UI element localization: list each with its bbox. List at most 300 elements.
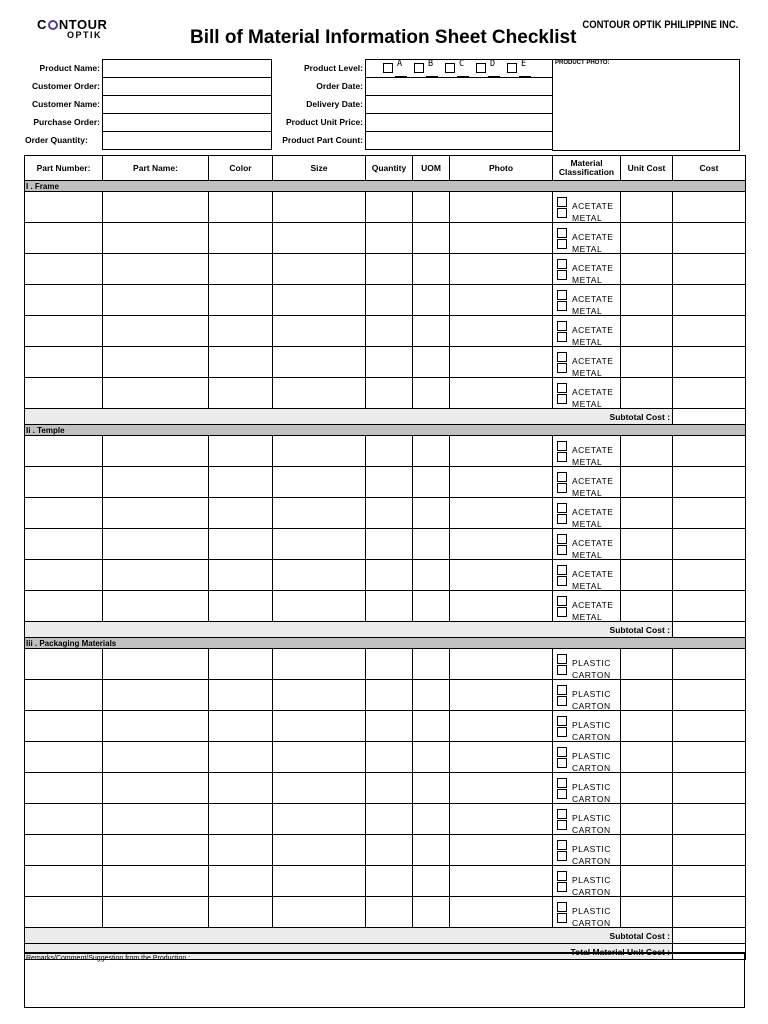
field-input[interactable] xyxy=(102,59,272,78)
table-cell[interactable] xyxy=(25,498,103,529)
table-cell[interactable] xyxy=(673,680,746,711)
table-cell[interactable] xyxy=(25,835,103,866)
table-cell[interactable] xyxy=(450,773,553,804)
field-input[interactable] xyxy=(102,113,272,132)
checkbox-icon[interactable] xyxy=(557,902,567,912)
table-cell[interactable] xyxy=(621,591,673,622)
field-input[interactable] xyxy=(102,77,272,96)
table-cell[interactable] xyxy=(209,835,273,866)
table-cell[interactable] xyxy=(621,378,673,409)
table-cell[interactable] xyxy=(103,897,209,928)
table-cell[interactable] xyxy=(103,378,209,409)
checkbox-icon[interactable] xyxy=(557,441,567,451)
table-cell[interactable] xyxy=(413,529,450,560)
checkbox-icon[interactable] xyxy=(557,352,567,362)
table-row xyxy=(25,316,746,347)
table-cell[interactable] xyxy=(209,498,273,529)
checkbox-icon[interactable] xyxy=(557,259,567,269)
checkbox-icon[interactable] xyxy=(557,332,567,342)
table-cell[interactable] xyxy=(273,560,366,591)
table-cell[interactable] xyxy=(450,467,553,498)
checkbox-icon[interactable] xyxy=(557,208,567,218)
page-title: Bill of Material Information Sheet Checklist xyxy=(190,27,577,48)
table-cell[interactable] xyxy=(103,223,209,254)
table-cell[interactable] xyxy=(103,498,209,529)
table-cell[interactable] xyxy=(366,254,413,285)
field-input[interactable] xyxy=(102,95,272,114)
table-cell[interactable] xyxy=(413,866,450,897)
field-input[interactable] xyxy=(365,77,553,96)
table-cell[interactable] xyxy=(103,804,209,835)
table-cell[interactable] xyxy=(273,804,366,835)
table-cell[interactable] xyxy=(25,254,103,285)
table-cell[interactable] xyxy=(209,711,273,742)
table-cell[interactable] xyxy=(621,804,673,835)
table-cell[interactable] xyxy=(25,316,103,347)
checkbox-icon[interactable] xyxy=(557,809,567,819)
table-cell[interactable] xyxy=(450,711,553,742)
table-cell[interactable] xyxy=(273,591,366,622)
table-cell[interactable] xyxy=(209,223,273,254)
checkbox-icon[interactable] xyxy=(557,270,567,280)
table-cell[interactable] xyxy=(621,897,673,928)
checkbox-icon[interactable] xyxy=(557,696,567,706)
material-classification-cell[interactable] xyxy=(553,680,621,711)
material-classification-cell[interactable] xyxy=(553,316,621,347)
checkbox-icon[interactable] xyxy=(557,290,567,300)
table-cell[interactable] xyxy=(413,467,450,498)
checkbox-icon[interactable] xyxy=(507,63,517,73)
checkbox-icon[interactable] xyxy=(557,239,567,249)
table-cell[interactable] xyxy=(450,285,553,316)
table-cell[interactable] xyxy=(450,835,553,866)
checkbox-icon[interactable] xyxy=(557,228,567,238)
table-cell[interactable] xyxy=(209,742,273,773)
table-cell[interactable] xyxy=(273,680,366,711)
table-cell[interactable] xyxy=(366,378,413,409)
table-cell[interactable] xyxy=(103,742,209,773)
table-cell[interactable] xyxy=(25,192,103,223)
checkbox-icon[interactable] xyxy=(557,665,567,675)
table-cell[interactable] xyxy=(103,285,209,316)
table-cell[interactable] xyxy=(621,285,673,316)
table-cell[interactable] xyxy=(209,773,273,804)
table-cell[interactable] xyxy=(450,649,553,680)
material-classification-cell[interactable] xyxy=(553,773,621,804)
table-cell[interactable] xyxy=(413,835,450,866)
table-cell[interactable] xyxy=(366,223,413,254)
table-cell[interactable] xyxy=(621,529,673,560)
checkbox-icon[interactable] xyxy=(557,913,567,923)
material-classification-cell[interactable] xyxy=(553,529,621,560)
material-classification-cell[interactable] xyxy=(553,591,621,622)
table-cell[interactable] xyxy=(621,498,673,529)
table-cell[interactable] xyxy=(273,529,366,560)
material-option: METAL xyxy=(572,582,603,589)
table-cell[interactable] xyxy=(103,680,209,711)
remarks-box[interactable] xyxy=(24,952,745,1008)
table-cell[interactable] xyxy=(621,680,673,711)
table-cell[interactable] xyxy=(673,498,746,529)
table-cell[interactable] xyxy=(450,866,553,897)
table-cell[interactable] xyxy=(273,897,366,928)
material-classification-cell[interactable] xyxy=(553,285,621,316)
table-cell[interactable] xyxy=(673,711,746,742)
material-classification-cell[interactable] xyxy=(553,254,621,285)
table-cell[interactable] xyxy=(366,649,413,680)
table-cell[interactable] xyxy=(103,649,209,680)
table-cell[interactable] xyxy=(413,742,450,773)
remarks-label: Remarks/Comment/Suggestion from the Production : xyxy=(26,955,191,962)
table-cell[interactable] xyxy=(103,591,209,622)
table-cell[interactable] xyxy=(209,316,273,347)
table-cell[interactable] xyxy=(621,347,673,378)
table-cell[interactable] xyxy=(273,436,366,467)
table-cell[interactable] xyxy=(413,680,450,711)
material-classification-cell[interactable] xyxy=(553,835,621,866)
table-cell[interactable] xyxy=(413,378,450,409)
material-classification-cell[interactable] xyxy=(553,498,621,529)
table-cell[interactable] xyxy=(673,529,746,560)
table-cell[interactable] xyxy=(209,529,273,560)
checkbox-icon[interactable] xyxy=(557,851,567,861)
field-input[interactable] xyxy=(365,113,553,132)
table-cell[interactable] xyxy=(273,192,366,223)
table-cell[interactable] xyxy=(25,649,103,680)
table-cell[interactable] xyxy=(103,316,209,347)
table-cell[interactable] xyxy=(209,897,273,928)
table-cell[interactable] xyxy=(273,498,366,529)
table-cell[interactable] xyxy=(366,742,413,773)
table-cell[interactable] xyxy=(366,680,413,711)
table-cell[interactable] xyxy=(450,436,553,467)
material-option: ACETATE xyxy=(572,295,614,302)
table-cell[interactable] xyxy=(413,254,450,285)
table-cell[interactable] xyxy=(621,866,673,897)
subtotal-value[interactable] xyxy=(673,622,746,638)
table-cell[interactable] xyxy=(273,378,366,409)
table-cell[interactable] xyxy=(673,804,746,835)
table-cell[interactable] xyxy=(413,591,450,622)
material-classification-cell[interactable] xyxy=(553,866,621,897)
material-classification-cell[interactable] xyxy=(553,192,621,223)
table-cell[interactable] xyxy=(450,680,553,711)
checkbox-icon[interactable] xyxy=(557,840,567,850)
material-classification-cell[interactable] xyxy=(553,378,621,409)
table-cell[interactable] xyxy=(103,467,209,498)
table-cell[interactable] xyxy=(273,742,366,773)
material-classification-cell[interactable] xyxy=(553,223,621,254)
table-cell[interactable] xyxy=(25,436,103,467)
table-cell[interactable] xyxy=(673,378,746,409)
checkbox-icon[interactable] xyxy=(557,820,567,830)
table-cell[interactable] xyxy=(673,591,746,622)
checkbox-icon[interactable] xyxy=(557,545,567,555)
subtotal-row xyxy=(25,409,746,425)
checkbox-icon[interactable] xyxy=(557,607,567,617)
table-cell[interactable] xyxy=(25,773,103,804)
table-cell[interactable] xyxy=(673,835,746,866)
table-cell[interactable] xyxy=(25,529,103,560)
table-cell[interactable] xyxy=(413,498,450,529)
checkbox-icon[interactable] xyxy=(476,63,486,73)
table-cell[interactable] xyxy=(450,498,553,529)
table-cell[interactable] xyxy=(273,835,366,866)
table-cell[interactable] xyxy=(366,436,413,467)
table-cell[interactable] xyxy=(673,742,746,773)
table-cell[interactable] xyxy=(273,773,366,804)
checkbox-icon[interactable] xyxy=(557,758,567,768)
checkbox-icon[interactable] xyxy=(557,197,567,207)
table-cell[interactable] xyxy=(621,560,673,591)
table-cell[interactable] xyxy=(103,529,209,560)
checkbox-icon[interactable] xyxy=(557,747,567,757)
table-cell[interactable] xyxy=(673,866,746,897)
table-cell[interactable] xyxy=(450,378,553,409)
table-cell[interactable] xyxy=(25,866,103,897)
table-cell[interactable] xyxy=(450,316,553,347)
table-cell[interactable] xyxy=(103,560,209,591)
table-cell[interactable] xyxy=(25,467,103,498)
field-input[interactable] xyxy=(102,131,272,150)
table-cell[interactable] xyxy=(103,436,209,467)
table-cell[interactable] xyxy=(366,711,413,742)
table-cell[interactable] xyxy=(25,591,103,622)
checkbox-icon[interactable] xyxy=(557,301,567,311)
table-cell[interactable] xyxy=(413,649,450,680)
table-cell[interactable] xyxy=(209,591,273,622)
table-cell[interactable] xyxy=(366,347,413,378)
table-cell[interactable] xyxy=(25,560,103,591)
table-cell[interactable] xyxy=(621,192,673,223)
table-cell[interactable] xyxy=(621,773,673,804)
material-option: ACETATE xyxy=(572,357,614,364)
material-classification-cell[interactable] xyxy=(553,649,621,680)
table-cell[interactable] xyxy=(413,436,450,467)
checkbox-icon[interactable] xyxy=(557,483,567,493)
subtotal-value[interactable] xyxy=(673,928,746,944)
table-cell[interactable] xyxy=(273,347,366,378)
table-cell[interactable] xyxy=(450,347,553,378)
table-cell[interactable] xyxy=(273,285,366,316)
checkbox-icon[interactable] xyxy=(557,503,567,513)
table-cell[interactable] xyxy=(673,560,746,591)
table-cell[interactable] xyxy=(450,254,553,285)
material-classification-cell[interactable] xyxy=(553,742,621,773)
table-cell[interactable] xyxy=(209,649,273,680)
material-classification-cell[interactable] xyxy=(553,347,621,378)
table-cell[interactable] xyxy=(366,835,413,866)
table-cell[interactable] xyxy=(413,285,450,316)
checkbox-icon[interactable] xyxy=(557,472,567,482)
table-cell[interactable] xyxy=(413,347,450,378)
table-cell[interactable] xyxy=(450,804,553,835)
checkbox-icon[interactable] xyxy=(557,778,567,788)
table-cell[interactable] xyxy=(366,498,413,529)
company-logo: C NTOUR OPTIK xyxy=(37,17,108,40)
table-cell[interactable] xyxy=(673,773,746,804)
table-cell[interactable] xyxy=(209,467,273,498)
table-cell[interactable] xyxy=(366,529,413,560)
table-cell[interactable] xyxy=(273,316,366,347)
checkbox-icon[interactable] xyxy=(557,363,567,373)
checkbox-icon[interactable] xyxy=(557,596,567,606)
checkbox-icon[interactable] xyxy=(557,654,567,664)
material-option: ACETATE xyxy=(572,388,614,395)
table-cell[interactable] xyxy=(450,742,553,773)
checkbox-icon[interactable] xyxy=(557,534,567,544)
checkbox-icon[interactable] xyxy=(557,394,567,404)
table-cell[interactable] xyxy=(366,897,413,928)
material-classification-cell[interactable] xyxy=(553,897,621,928)
checkbox-icon[interactable] xyxy=(557,321,567,331)
table-cell[interactable] xyxy=(209,680,273,711)
table-cell[interactable] xyxy=(450,529,553,560)
table-cell[interactable] xyxy=(209,560,273,591)
checkbox-icon[interactable] xyxy=(557,514,567,524)
table-cell[interactable] xyxy=(103,254,209,285)
checkbox-icon[interactable] xyxy=(414,63,424,73)
table-cell[interactable] xyxy=(209,804,273,835)
table-cell[interactable] xyxy=(673,436,746,467)
material-option: METAL xyxy=(572,369,603,376)
table-cell[interactable] xyxy=(621,254,673,285)
table-cell[interactable] xyxy=(273,254,366,285)
checkbox-icon[interactable] xyxy=(557,565,567,575)
table-row xyxy=(25,223,746,254)
checkbox-icon[interactable] xyxy=(445,63,455,73)
table-cell[interactable] xyxy=(366,560,413,591)
material-classification-cell[interactable] xyxy=(553,436,621,467)
section-row xyxy=(25,638,746,649)
table-cell[interactable] xyxy=(25,223,103,254)
table-cell[interactable] xyxy=(25,347,103,378)
material-classification-cell[interactable] xyxy=(553,467,621,498)
table-cell[interactable] xyxy=(366,773,413,804)
checkbox-icon[interactable] xyxy=(383,63,393,73)
table-cell[interactable] xyxy=(25,897,103,928)
table-cell[interactable] xyxy=(621,436,673,467)
table-cell[interactable] xyxy=(673,192,746,223)
table-cell[interactable] xyxy=(209,254,273,285)
checkbox-icon[interactable] xyxy=(557,685,567,695)
table-cell[interactable] xyxy=(209,285,273,316)
subtotal-value[interactable] xyxy=(673,409,746,425)
table-cell[interactable] xyxy=(25,711,103,742)
table-cell[interactable] xyxy=(413,804,450,835)
table-cell[interactable] xyxy=(450,560,553,591)
checkbox-icon[interactable] xyxy=(557,727,567,737)
table-cell[interactable] xyxy=(209,436,273,467)
material-classification-cell[interactable] xyxy=(553,560,621,591)
table-cell[interactable] xyxy=(209,866,273,897)
table-cell[interactable] xyxy=(273,866,366,897)
table-cell[interactable] xyxy=(621,223,673,254)
table-cell[interactable] xyxy=(621,835,673,866)
table-cell[interactable] xyxy=(413,773,450,804)
table-cell[interactable] xyxy=(366,467,413,498)
section-title: I . Frame xyxy=(25,181,746,192)
table-row xyxy=(25,529,746,560)
table-cell[interactable] xyxy=(25,285,103,316)
table-row xyxy=(25,254,746,285)
table-cell[interactable] xyxy=(621,649,673,680)
table-cell[interactable] xyxy=(366,804,413,835)
checkbox-icon[interactable] xyxy=(557,576,567,586)
table-cell[interactable] xyxy=(413,316,450,347)
table-cell[interactable] xyxy=(621,742,673,773)
table-cell[interactable] xyxy=(413,897,450,928)
table-cell[interactable] xyxy=(25,742,103,773)
table-cell[interactable] xyxy=(366,285,413,316)
table-cell[interactable] xyxy=(209,192,273,223)
material-classification-cell[interactable] xyxy=(553,711,621,742)
table-cell[interactable] xyxy=(273,467,366,498)
field-input[interactable] xyxy=(365,95,553,114)
checkbox-icon[interactable] xyxy=(557,871,567,881)
table-cell[interactable] xyxy=(673,285,746,316)
table-cell[interactable] xyxy=(450,591,553,622)
checkbox-icon[interactable] xyxy=(557,383,567,393)
table-cell[interactable] xyxy=(366,192,413,223)
field-label: Product Level: xyxy=(303,63,363,73)
table-cell[interactable] xyxy=(413,192,450,223)
table-cell[interactable] xyxy=(209,378,273,409)
column-header: Part Name: xyxy=(103,156,209,181)
table-cell[interactable] xyxy=(450,192,553,223)
table-cell[interactable] xyxy=(621,316,673,347)
table-cell[interactable] xyxy=(25,680,103,711)
table-cell[interactable] xyxy=(621,711,673,742)
table-cell[interactable] xyxy=(673,254,746,285)
table-cell[interactable] xyxy=(25,378,103,409)
table-cell[interactable] xyxy=(366,866,413,897)
table-cell[interactable] xyxy=(103,192,209,223)
table-cell[interactable] xyxy=(103,835,209,866)
table-cell[interactable] xyxy=(103,347,209,378)
checkbox-icon[interactable] xyxy=(557,789,567,799)
table-cell[interactable] xyxy=(413,711,450,742)
table-cell[interactable] xyxy=(673,467,746,498)
table-cell[interactable] xyxy=(450,897,553,928)
table-cell[interactable] xyxy=(103,773,209,804)
table-cell[interactable] xyxy=(209,347,273,378)
table-cell[interactable] xyxy=(366,316,413,347)
table-cell[interactable] xyxy=(413,223,450,254)
checkbox-icon[interactable] xyxy=(557,452,567,462)
table-cell[interactable] xyxy=(273,223,366,254)
table-cell[interactable] xyxy=(366,591,413,622)
table-cell[interactable] xyxy=(103,711,209,742)
table-cell[interactable] xyxy=(673,347,746,378)
table-cell[interactable] xyxy=(273,711,366,742)
table-cell[interactable] xyxy=(103,866,209,897)
material-classification-cell[interactable] xyxy=(553,804,621,835)
table-cell[interactable] xyxy=(673,316,746,347)
table-cell[interactable] xyxy=(450,223,553,254)
checkbox-icon[interactable] xyxy=(557,882,567,892)
table-cell[interactable] xyxy=(621,467,673,498)
table-cell[interactable] xyxy=(273,649,366,680)
table-cell[interactable] xyxy=(673,897,746,928)
table-cell[interactable] xyxy=(673,649,746,680)
table-cell[interactable] xyxy=(413,560,450,591)
checkbox-icon[interactable] xyxy=(557,716,567,726)
field-input[interactable] xyxy=(365,131,553,150)
product-photo-box[interactable] xyxy=(552,59,740,151)
table-cell[interactable] xyxy=(25,804,103,835)
table-cell[interactable] xyxy=(673,223,746,254)
